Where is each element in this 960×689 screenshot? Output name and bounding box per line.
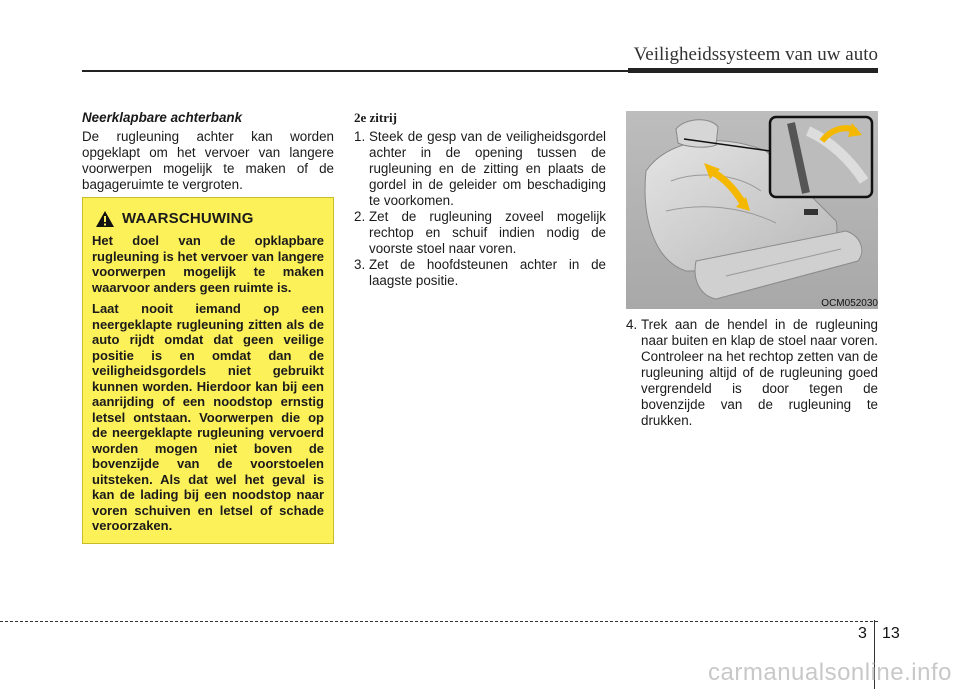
page-header-title: Veiligheidssysteem van uw auto xyxy=(633,44,878,65)
warning-triangle-icon xyxy=(96,211,114,227)
step-text: Trek aan de hendel in de rugleuning naar buiten en klap de stoel naar voren. Controleer na het rechtop zetten van de rugleuning altijd of de rugleuning goed vergrendeld is door tegen de bovenzijde van de rugleuning te drukken. xyxy=(641,317,878,428)
column-1 xyxy=(82,110,334,193)
warning-box xyxy=(82,197,334,544)
page-number: 13 xyxy=(882,625,900,642)
steps-list xyxy=(626,317,878,429)
seat-drawing xyxy=(626,111,878,309)
step-text: Steek de gesp van de veiligheidsgordel achter in de opening tussen de rugleuning en de zitting en plaats de gordel in de geleider om beschadiging te voorkomen. xyxy=(369,129,606,208)
step-number: 4. xyxy=(626,317,638,332)
section-subheading: 2e zitrij xyxy=(354,110,397,125)
seat-illustration xyxy=(626,111,878,309)
warning-paragraph: Laat nooit iemand op een neergeklapte rugleuning zitten als de auto rijdt omdat dat geen veilige positie is en omdat dan de veiligheidsgordels niet gebruikt kunnen worden. Hierdoor kan bij een aanrijding of een noodstop ernstig letsel ontstaan. Voorwerpen die op de neergeklapte rugleuning vervoerd worden mogen niet boven de bovenzijde van de voorstoelen uitsteken. Als dat wel het geval is kan de lading bij een noodstop naar voren schuiven en letsel of schade veroorzaken. xyxy=(92,301,324,533)
figure-code: OCM052030 xyxy=(821,298,878,309)
step-text: Zet de rugleuning zoveel mogelijk rechtop en schuif indien nodig de voorste stoel naar voren. xyxy=(369,209,606,256)
steps-list xyxy=(354,129,606,289)
step-number: 2. xyxy=(354,209,366,224)
chapter-number: 3 xyxy=(858,625,867,642)
warning-title: WAARSCHUWING xyxy=(122,210,254,227)
section-subheading: Neerklapbare achterbank xyxy=(82,110,243,125)
step-number: 1. xyxy=(354,129,366,144)
header-rule-accent xyxy=(628,68,878,73)
warning-paragraph: Het doel van de opklapbare rugleuning is het vervoer van langere voorwerpen mogelijk te maken waarvoor anders geen ruimte is. xyxy=(92,233,324,295)
list-item xyxy=(626,317,878,429)
step-text: Zet de hoofdsteunen achter in de laagste positie. xyxy=(369,257,606,288)
intro-paragraph: De rugleuning achter kan worden opgeklapt om het vervoer van langere voorwerpen mogelijk te maken of de bagageruimte te vergroten. xyxy=(82,129,334,192)
list-item xyxy=(354,257,606,289)
warning-header xyxy=(92,210,324,227)
list-item xyxy=(354,129,606,209)
column-2 xyxy=(354,110,606,289)
list-item xyxy=(354,209,606,257)
step-number: 3. xyxy=(354,257,366,272)
column-3 xyxy=(626,317,878,429)
footer-rule xyxy=(0,621,878,622)
watermark: carmanualsonline.info xyxy=(708,659,952,686)
